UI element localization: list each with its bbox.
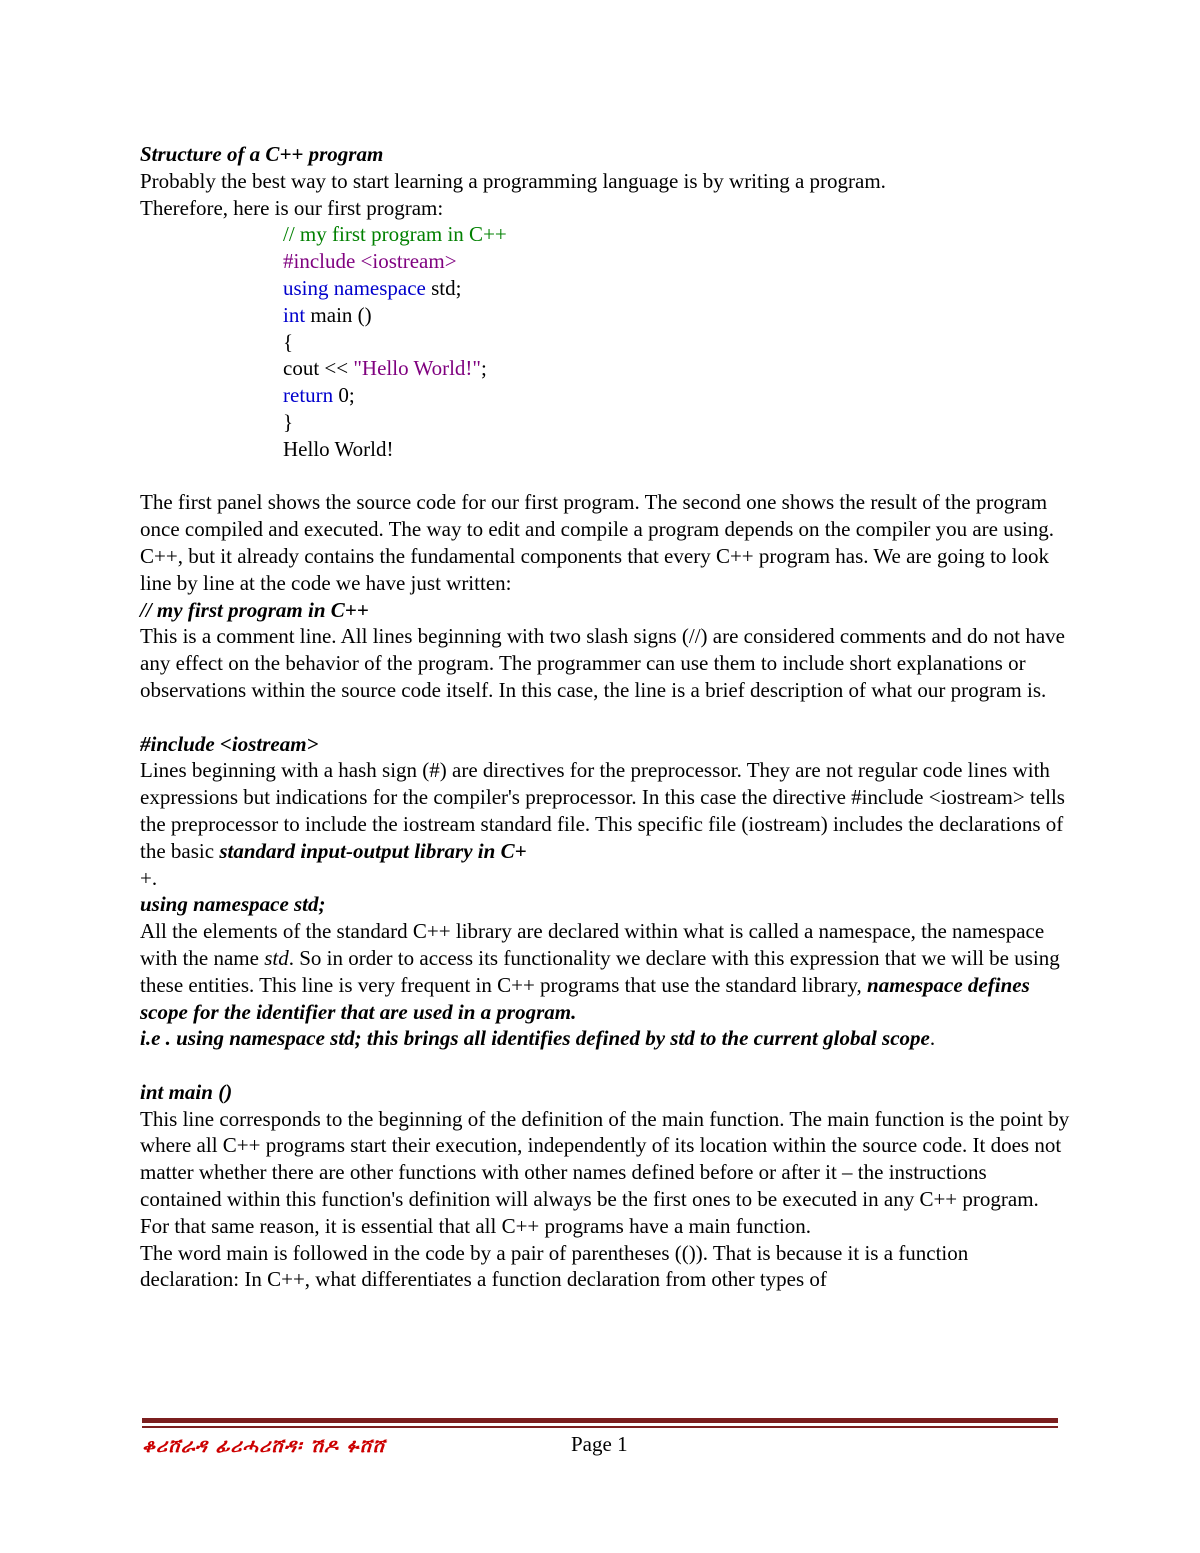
code-cout-post: ; xyxy=(480,356,487,381)
paragraph-main: This line corresponds to the beginning of the definition of the main function. The main function is the point by where all C++ programs start their execution, independently of its location within the source code. It does not matter whether there are other functions with other names defined before or after it – the instructions contained within this function's definition will always be the first ones to be executed in any C++ program. For that same reason, it is essential that all C++ programs have a main function. xyxy=(140,1106,1070,1238)
code-cout-pre: cout << xyxy=(283,356,354,381)
emphasis-namespace-scope: namespace defines scope for the identifier that are used in a program. xyxy=(140,972,1030,1024)
paragraph-using xyxy=(140,918,1070,1052)
document-page xyxy=(140,141,1070,1293)
std-italic: std xyxy=(264,945,289,970)
code-main-line xyxy=(283,302,1070,329)
code-return-line xyxy=(283,382,1070,409)
paragraph-using-text-2: . So in order to access its functionality we declare with this expression that we will be using these entities. This line is very frequent in C++ programs that use the standard library, xyxy=(140,945,1060,997)
code-cout-line xyxy=(283,355,1070,382)
code-comment-line: // my first program in C++ xyxy=(283,222,507,247)
code-cout-string: "Hello World!" xyxy=(353,356,481,381)
heading-include: #include <iostream> xyxy=(140,731,319,756)
paragraph-fundamental: C++, but it already contains the fundamental components that every C++ program has. We are going to look line by line at the code we have just written: xyxy=(140,543,1049,595)
intro-line-2: Therefore, here is our first program: xyxy=(140,195,444,220)
spacer xyxy=(140,1052,1070,1079)
footer-rule-thin xyxy=(142,1426,1058,1428)
code-int-keyword: int xyxy=(283,302,306,327)
paragraph-include-text: Lines beginning with a hash sign (#) are directives for the preprocessor. They are not regular code lines with expressions but indications for the compiler's preprocessor. In this case the directive #include <iostream> tells the preprocessor to include the iostream standard file. This specific file (iostream) includes the declarations of the basic xyxy=(140,758,1065,863)
paragraph-panels: The first panel shows the source code for our first program. The second one shows the result of the program once compiled and executed. The way to edit and compile a program depends on the compiler you are using. xyxy=(140,490,1054,542)
spacer xyxy=(140,704,1070,731)
heading-comment: // my first program in C++ xyxy=(140,597,369,622)
paragraph-include xyxy=(140,757,1070,891)
code-main-rest: main () xyxy=(305,302,372,327)
intro-line-1: Probably the best way to start learning a programming language is by writing a program. xyxy=(140,168,886,193)
emphasis-global-scope: i.e . using namespace std; this brings all identifies defined by std to the current global scope xyxy=(140,1026,930,1051)
code-return-rest: 0; xyxy=(333,383,355,408)
code-return-keyword: return xyxy=(283,383,334,408)
code-using-keyword: using namespace xyxy=(283,275,426,300)
emphasis-standard-library: standard input-output library in C+ xyxy=(219,838,527,863)
paragraph-comment: This is a comment line. All lines beginning with two slash signs (//) are considered comments and do not have any effect on the behavior of the program. The programmer can use them to include short explanations or observations within the source code itself. In this case, the line is a brief description of what our program is. xyxy=(140,624,1066,702)
code-include-line: #include <iostream> xyxy=(283,249,457,274)
heading-using: using namespace std; xyxy=(140,892,326,917)
paragraph-include-tail: +. xyxy=(140,865,158,890)
page-title: Structure of a C++ program xyxy=(140,142,384,166)
footer-rule-thick xyxy=(142,1418,1058,1423)
paragraph-using-text: All the elements of the standard C++ library are declared within what is called a namespace, the namespace with the name xyxy=(140,919,1045,970)
paragraph-parens: The word main is followed in the code by a pair of parentheses (()). That is because it is a function declaration: In C++, what differentiates a function declaration from other types of xyxy=(140,1240,969,1292)
code-open-brace: { xyxy=(283,329,294,354)
code-listing xyxy=(283,221,1070,462)
code-using-line xyxy=(283,275,1070,302)
footer-left-text: ቆሪሸራዳ ፊሪሓሪሸዳ፡ ሽዶ ፉሸሸ xyxy=(142,1435,386,1457)
paragraph-using-period: . xyxy=(929,1026,936,1051)
page-number: Page 1 xyxy=(571,1432,628,1456)
heading-main: int main () xyxy=(140,1079,233,1104)
code-using-rest: std; xyxy=(425,275,462,300)
program-output: Hello World! xyxy=(283,436,394,461)
code-close-brace: } xyxy=(283,409,294,434)
spacer xyxy=(140,463,1070,490)
